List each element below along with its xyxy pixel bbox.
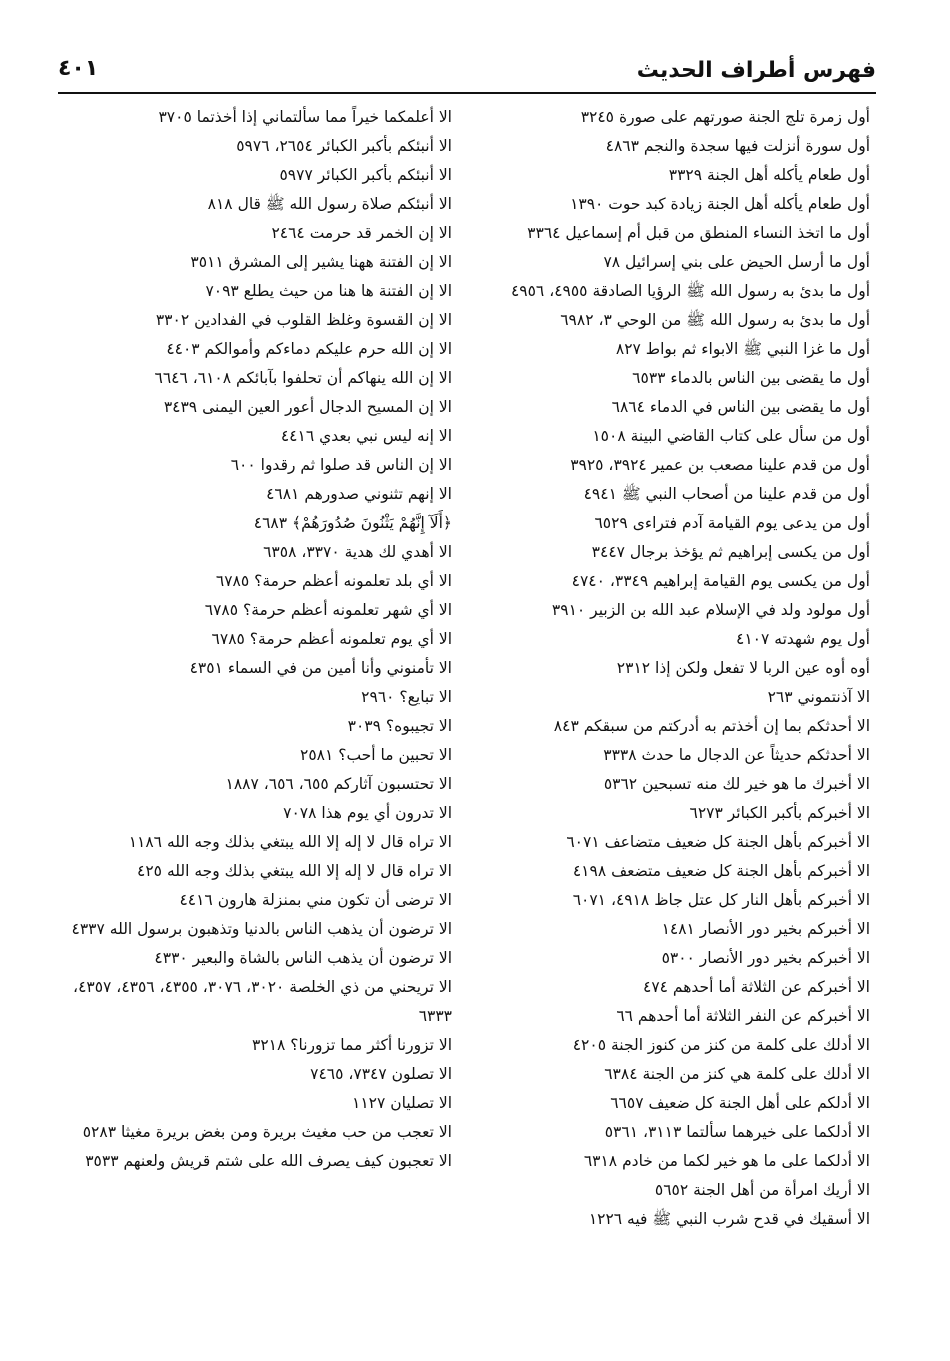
index-entry: الا إن الخمر قد حرمت ٢٤٦٤ (271, 224, 452, 242)
index-entry: أول سورة أنزلت فيها سجدة والنجم ٤٨٦٣ (605, 137, 870, 155)
index-entry: الا ترضى أن تكون مني بمنزلة هارون ٤٤١٦ (179, 891, 452, 909)
index-entry: الا تدرون أي يوم هذا ٧٠٧٨ (283, 804, 452, 822)
index-entry: أول ما يقضى بين الناس بالدماء ٦٥٣٣ (632, 369, 870, 387)
index-entry: أول من قدم علينا مصعب بن عمير ٣٩٢٤، ٣٩٢٥ (570, 456, 870, 474)
index-entry: أول ما يقضى بين الناس في الدماء ٦٨٦٤ (611, 398, 870, 416)
index-entry: الا أخبركم عن النفر الثلاثة أما أحدهم ٦٦ (616, 1007, 870, 1025)
index-entry: الا إن الفتنة ههنا يشير إلى المشرق ٣٥١١ (190, 253, 452, 271)
index-entry: الا أدلك على كلمة من كنز من كنوز الجنة ٤٢٠٥ (572, 1036, 870, 1054)
index-entry: الا أخبرك ما هو خير لك منه تسبحين ٥٣٦٢ (603, 775, 870, 793)
index-entry: أول من سأل على كتاب القاضي البينة ١٥٠٨ (592, 427, 870, 445)
index-entry: الا أريك امرأة من أهل الجنة ٥٦٥٢ (654, 1181, 870, 1199)
index-entry: الا أخبركم بأكبر الكبائر ٦٢٧٣ (689, 804, 870, 822)
index-entry: الا إن الله حرم عليكم دماءكم وأموالكم ٤٤٠٣ (166, 340, 452, 358)
index-entry: الا أهدي لك هدية ٣٣٧٠، ٦٣٥٨ (263, 543, 452, 561)
left-column (62, 103, 452, 1176)
index-entry: الا أنبئكم بأكبر الكبائر ٢٦٥٤، ٥٩٧٦ (236, 137, 452, 155)
index-entry: الا إن الناس قد صلوا ثم رقدوا ٦٠٠ (230, 456, 452, 474)
index-entry: الا إنه ليس نبي بعدي ٤٤١٦ (280, 427, 452, 445)
page-title: فهرس أطراف الحديث (636, 58, 876, 83)
index-entry: الا أحدثكم بما إن أخذتم به أدركتم من سبقكم ٨٤٣ (553, 717, 870, 735)
index-entry: الا تحتسبون آثاركم ٦٥٥، ٦٥٦، ١٨٨٧ (225, 775, 452, 793)
index-entry: الا تريحني من ذي الخلصة ٣٠٢٠، ٣٠٧٦، ٤٣٥٥، ٤٣٥٦، ٤٣٥٧، ٦٣٣٣ (73, 978, 452, 1025)
index-entry: الا أدلك على كلمة هي كنز من الجنة ٦٣٨٤ (604, 1065, 870, 1083)
index-entry: الا تأمنوني وأنا أمين من في السماء ٤٣٥١ (189, 659, 452, 677)
index-entry: أول من يكسى إبراهيم ثم يؤخذ برجال ٣٤٤٧ (591, 543, 870, 561)
index-entry: الا أخبركم بخير دور الأنصار ١٤٨١ (661, 920, 870, 938)
index-entry: الا تراه قال لا إله إلا الله يبتغي بذلك وجه الله ١١٨٦ (128, 833, 452, 851)
index-entry: أول ما بدئ به رسول الله ﷺ الرؤيا الصادقة ٤٩٥٥، ٤٩٥٦ (510, 282, 870, 300)
index-entry: الا تصليان ١١٢٧ (352, 1094, 452, 1112)
right-column (485, 103, 870, 1234)
index-entry: الا أنبئكم بأكبر الكبائر ٥٩٧٧ (279, 166, 452, 184)
index-entry: الا أخبركم بأهل النار كل عتل جاظ ٤٩١٨، ٦٠٧١ (572, 891, 870, 909)
index-entry: الا أي شهر تعلمونه أعظم حرمة؟ ٦٧٨٥ (204, 601, 452, 619)
index-entry: الا تعجبون كيف يصرف الله على شتم قريش ولعنهم ٣٥٣٣ (85, 1152, 452, 1170)
index-entry: الا تعجب من حب مغيث بريرة ومن بغض بريرة مغيثا ٥٢٨٣ (82, 1123, 452, 1141)
index-entry: الا آذنتموني ٢٦٣ (767, 688, 870, 706)
index-entry: الا أدلكم على أهل الجنة كل ضعيف ٦٦٥٧ (610, 1094, 870, 1112)
index-entry: أول مولود ولد في الإسلام عبد الله بن الزبير ٣٩١٠ (551, 601, 870, 619)
index-entry: الا تحبين ما أحب؟ ٢٥٨١ (300, 746, 452, 764)
index-entry: أول ما غزا النبي ﷺ الابواء ثم بواط ٨٢٧ (615, 340, 870, 358)
index-entry: أول ما أرسل الحيض على بني إسرائيل ٧٨ (603, 253, 870, 271)
index-entry: الا أدلكما على ما هو خير لكما من خادم ٦٣١٨ (583, 1152, 870, 1170)
index-entry: أوه أوه عين الربا لا تفعل ولكن إذا ٢٣١٢ (616, 659, 870, 677)
index-entry: الا تبايع؟ ٢٩٦٠ (361, 688, 452, 706)
index-entry: الا إن الله ينهاكم أن تحلفوا بآبائكم ٦١٠٨، ٦٦٤٦ (154, 369, 452, 387)
index-entry: الا إن القسوة وغلظ القلوب في الفدادين ٣٣٠٢ (155, 311, 452, 329)
index-entry: الا أنبئكم صلاة رسول الله ﷺ قال ٨١٨ (207, 195, 452, 213)
page-number: ٤٠١ (58, 56, 99, 81)
index-entry: أول ما اتخذ النساء المنطق من قبل أم إسماعيل ٣٣٦٤ (527, 224, 870, 242)
index-entry: أول يوم شهدته ٤١٠٧ (736, 630, 870, 648)
index-entry: أول طعام يأكله أهل الجنة ٣٣٢٩ (668, 166, 870, 184)
index-entry: الا ترضون أن يذهب الناس بالدنيا وتذهبون برسول الله ٤٣٣٧ (71, 920, 452, 938)
page-header (58, 52, 876, 94)
index-entry: الا ترضون أن يذهب الناس بالشاة والبعير ٤٣٣٠ (154, 949, 452, 967)
index-entry: أول ما بدئ به رسول الله ﷺ من الوحي ٣، ٦٩٨٢ (560, 311, 870, 329)
index-entry: الا أسقيك في قدح شرب النبي ﷺ فيه ١٢٢٦ (588, 1210, 870, 1228)
index-entry: الا أخبركم بأهل الجنة كل ضعيف متضعف ٤١٩٨ (572, 862, 870, 880)
index-entry: الا أدلكما على خيرهما سألتما ٣١١٣، ٥٣٦١ (604, 1123, 870, 1141)
index-entry: أول من يدعى يوم القيامة آدم فتراءى ٦٥٢٩ (594, 514, 870, 532)
index-entry: أول من يكسى يوم القيامة إبراهيم ٣٣٤٩، ٤٧٤٠ (571, 572, 870, 590)
index-entry: الا أخبركم عن الثلاثة أما أحدهم ٤٧٤ (643, 978, 870, 996)
index-entry: الا إن الفتنة ها هنا من حيث يطلع ٧٠٩٣ (205, 282, 452, 300)
index-entry: الا تجيبوه؟ ٣٠٣٩ (347, 717, 452, 735)
quran-verse-entry: ﴿أَلَآ إِنَّهُمْ يَثْنُونَ صُدُورَهُمْ﴾ ٤٦٨٣ (253, 514, 452, 532)
index-entry: الا أخبركم بخير دور الأنصار ٥٣٠٠ (661, 949, 870, 967)
index-entry: الا إنهم تثنوني صدورهم ٤٦٨١ (266, 485, 452, 503)
index-entry: الا أعلمكما خيراً مما سألتماني إذا أخذتما ٣٧٠٥ (158, 108, 452, 126)
index-entry: الا أخبركم بأهل الجنة كل ضعيف متضاعف ٦٠٧١ (566, 833, 870, 851)
index-entry: أول طعام يأكله أهل الجنة زيادة كبد حوت ١٣٩٠ (570, 195, 870, 213)
index-entry: الا تراه قال لا إله إلا الله يبتغي بذلك وجه الله ٤٢٥ (137, 862, 452, 880)
index-entry: الا أي بلد تعلمونه أعظم حرمة؟ ٦٧٨٥ (215, 572, 452, 590)
index-entry: الا أي يوم تعلمونه أعظم حرمة؟ ٦٧٨٥ (211, 630, 452, 648)
index-entry: الا تزورنا أكثر مما تزورنا؟ ٣٢١٨ (252, 1036, 452, 1054)
index-entry: أول زمرة تلج الجنة صورتهم على صورة ٣٢٤٥ (580, 108, 870, 126)
index-entry: الا أحدثكم حديثاً عن الدجال ما حدث ٣٣٣٨ (603, 746, 870, 764)
index-entry: أول من قدم علينا من أصحاب النبي ﷺ ٤٩٤١ (583, 485, 870, 503)
index-entry: الا إن المسيح الدجال أعور العين اليمنى ٣٤٣٩ (163, 398, 452, 416)
index-entry: الا تصلون ٧٣٤٧، ٧٤٦٥ (310, 1065, 452, 1083)
